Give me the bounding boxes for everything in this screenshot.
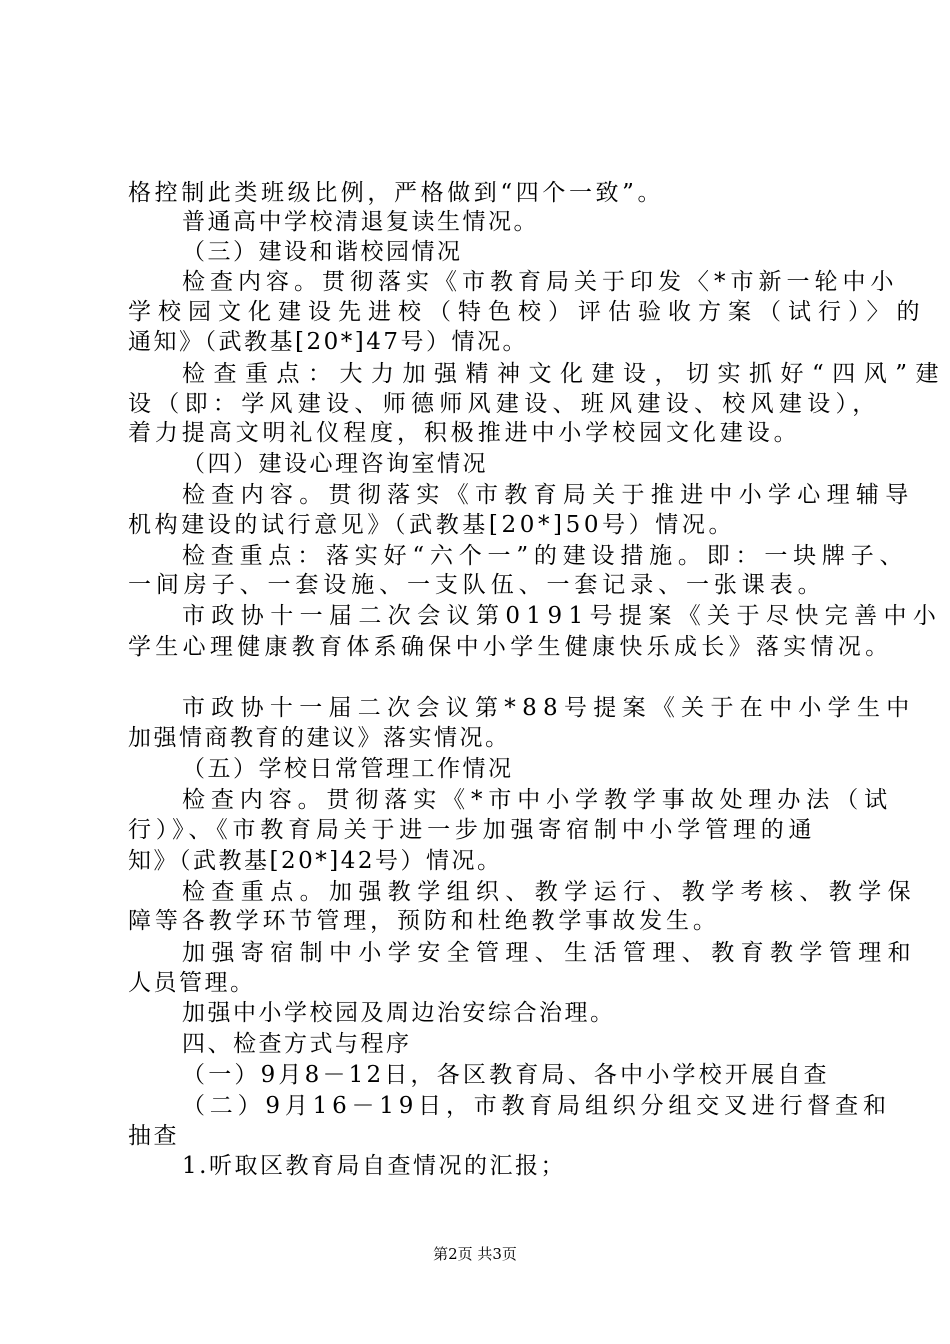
text-line: 检查内容。贯彻落实《市教育局关于推进中小学心理辅导 <box>182 482 915 508</box>
text-line: 学生心理健康教育体系确保中小学生健康快乐成长》落实情况。 <box>128 634 893 660</box>
text-line: 人员管理。 <box>128 970 256 996</box>
text-line: （五）学校日常管理工作情况 <box>182 756 514 782</box>
text-line: 检查内容。贯彻落实《*市中小学教学事故处理办法（试 <box>182 787 893 813</box>
text-line: （三）建设和谐校园情况 <box>182 239 463 265</box>
text-line: 检查重点。加强教学组织、教学运行、教学考核、教学保 <box>182 879 917 905</box>
text-line: 市政协十一届二次会议第0191号提案《关于尽快完善中小 <box>182 603 943 629</box>
text-line: 市政协十一届二次会议第*88号提案《关于在中小学生中 <box>182 695 916 721</box>
text-line: 行）》、《市教育局关于进一步加强寄宿制中小学管理的通 <box>128 817 817 843</box>
text-line: 通知》（武教基[20*]47号）情况。 <box>128 329 528 355</box>
text-line: 加强寄宿制中小学安全管理、生活管理、教育教学管理和 <box>182 940 917 966</box>
text-line: 检查重点：落实好“六个一”的建设措施。即：一块牌子、 <box>182 543 909 569</box>
text-line: 格控制此类班级比例，严格做到“四个一致”。 <box>128 180 665 206</box>
text-line: 着力提高文明礼仪程度，积极推进中小学校园文化建设。 <box>128 420 801 446</box>
text-line: （一）9月8－12日，各区教育局、各中小学校开展自查 <box>182 1062 830 1088</box>
text-line: 设（即：学风建设、师德师风建设、班风建设、校风建设）， <box>128 391 881 417</box>
text-line: 障等各教学环节管理，预防和杜绝教学事故发生。 <box>128 908 720 934</box>
page-number: 第2页 共3页 <box>433 1245 517 1263</box>
text-line: 四、检查方式与程序 <box>182 1031 412 1057</box>
text-line: 知》（武教基[20*]42号）情况。 <box>128 848 503 874</box>
text-line: 1.听取区教育局自查情况的汇报； <box>182 1153 566 1179</box>
text-line: 抽查 <box>128 1123 179 1149</box>
text-line: 普通高中学校清退复读生情况。 <box>182 209 539 235</box>
text-line: 检查重点：大力加强精神文化建设，切实抓好“四风”建 <box>182 361 948 387</box>
text-line: 机构建设的试行意见》（武教基[20*]50号）情况。 <box>128 512 736 538</box>
text-line: 一间房子、一套设施、一支队伍、一套记录、一张课表。 <box>128 572 826 598</box>
text-line: （四）建设心理咨询室情况 <box>182 451 488 477</box>
text-line: 加强情商教育的建议》落实情况。 <box>128 725 511 751</box>
text-line: （二）9月16－19日，市教育局组织分组交叉进行督查和 <box>182 1093 891 1119</box>
text-line: 学校园文化建设先进校（特色校）评估验收方案（试行）〉的 <box>128 299 927 325</box>
text-line: 检查内容。贯彻落实《市教育局关于印发〈*市新一轮中小 <box>182 269 899 295</box>
text-line: 加强中小学校园及周边治安综合治理。 <box>182 1000 616 1026</box>
